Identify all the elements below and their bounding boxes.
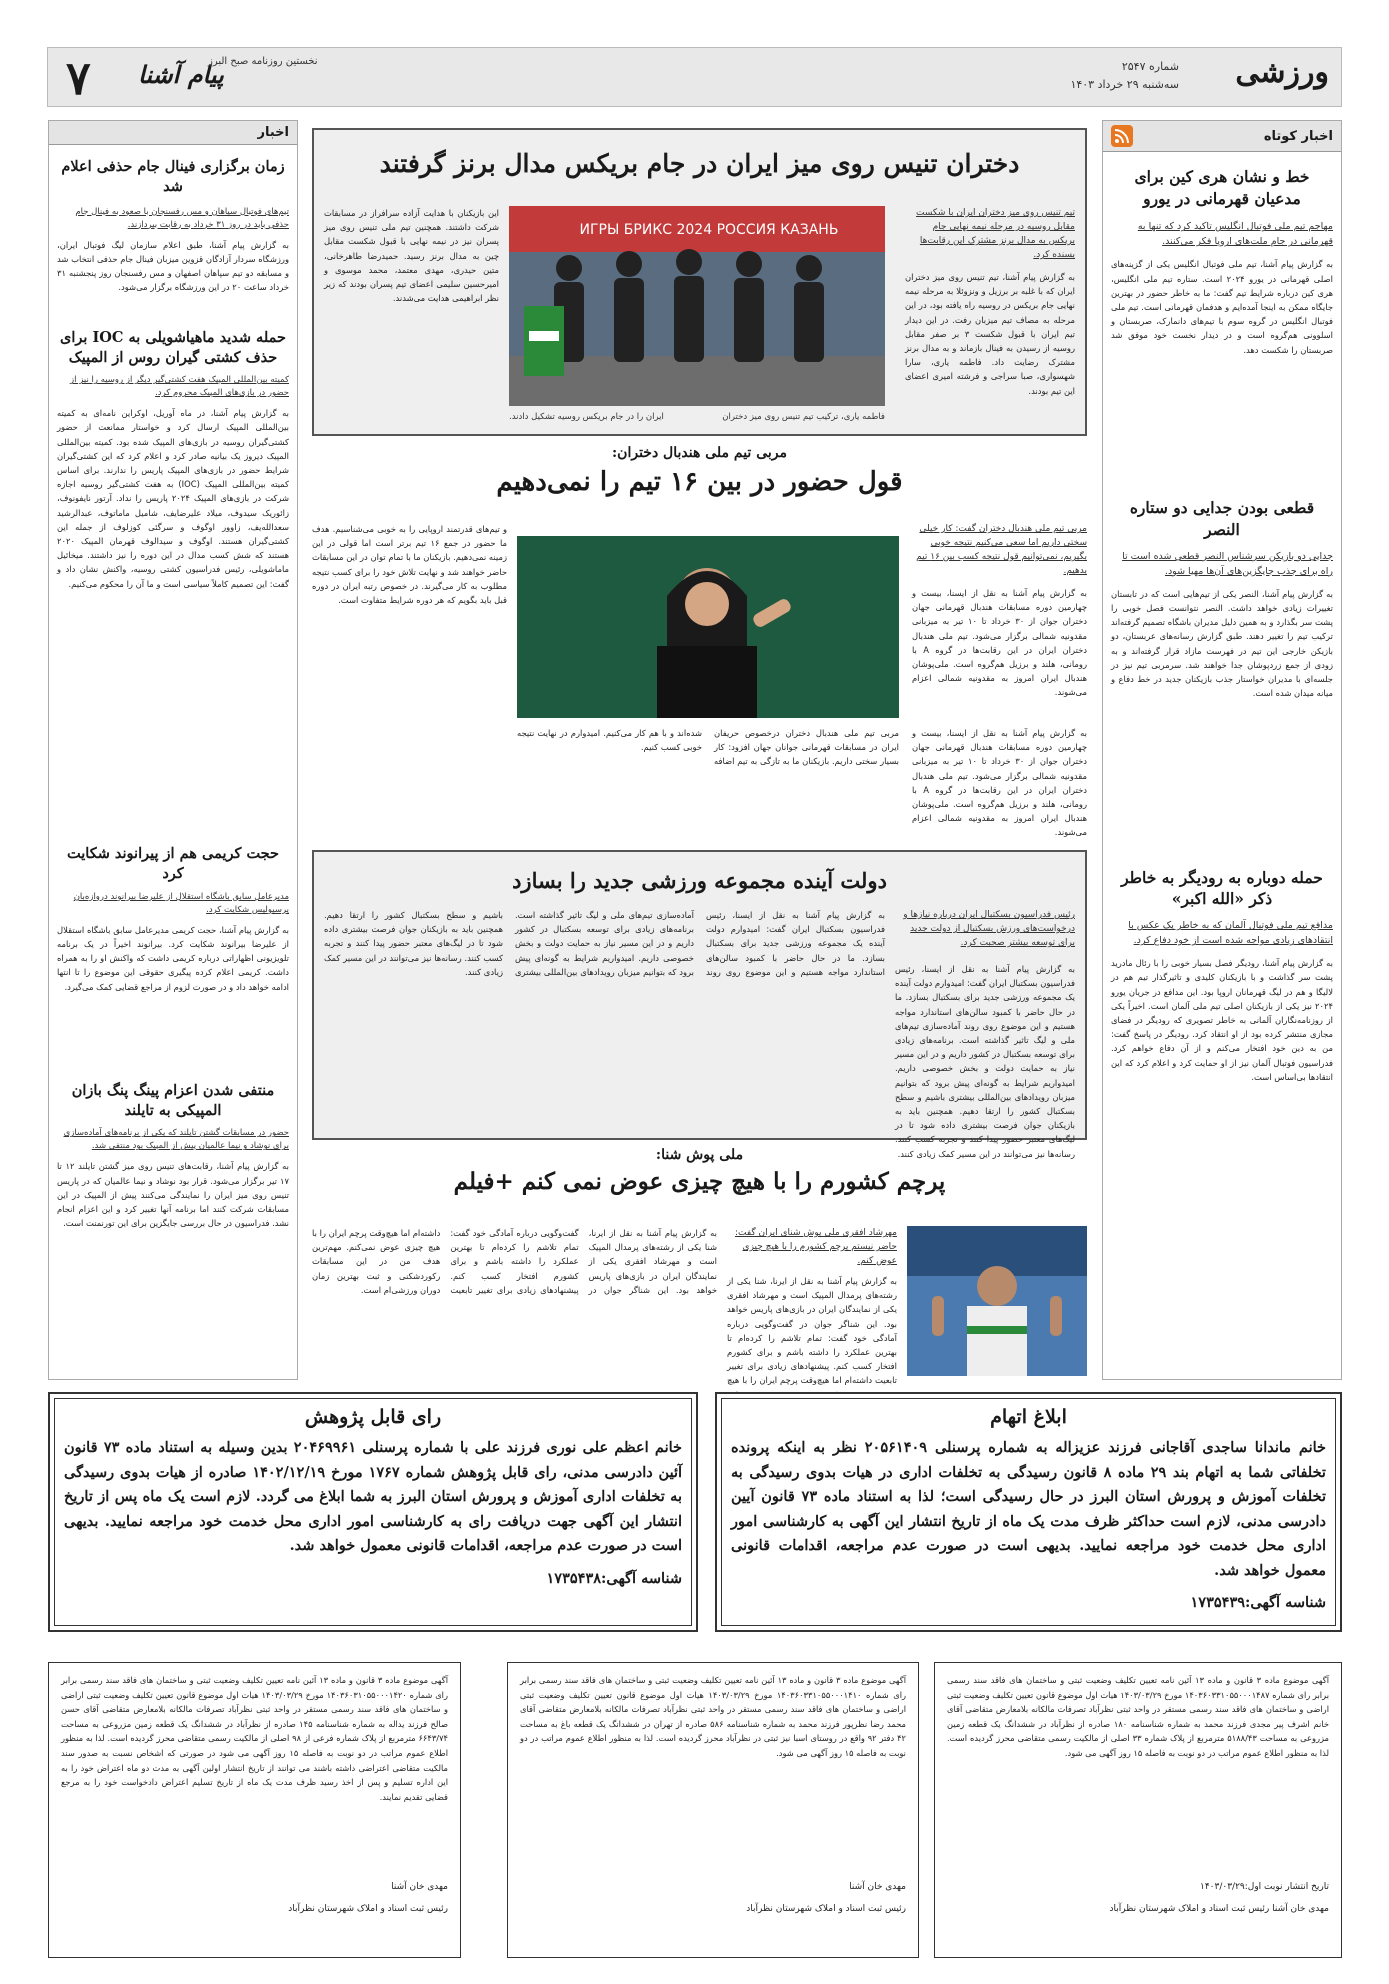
caption-center: ایران را در جام بریکس روسیه تشکیل دادند.: [509, 412, 664, 422]
news-headline: حمله دوباره به رودیگر به خاطر ذکر «الله اکبر»: [1121, 867, 1323, 909]
story-body-cont: به گزارش پیام آشنا به نقل از ایرنا، شنا یکی از رشته‌های پرمدال المپیک است و مهرشاد افقری یکی از نمایندگان ایران در بازی‌های پاریس خواهد بود. این شناگر جوان در گفت‌وگویی درباره آمادگی خود گفت: تمام تلاشم را کرده‌ام تا بهترین عملکرد را داشته باشم و برای کشورم افتخار کسب کنم. پیشنهادهای زیادی برای تغییر تابعیت داشته‌ام اما هیچ‌وقت پرچم ایران را با هیچ چیزی عوض نمی‌کنم. مهم‌ترین هدف من در این مسابقات رکوردشکنی و ثبت بهترین زمان دوران ورزشی‌ام است.: [312, 1228, 717, 1295]
news-body: به گزارش پیام آشنا، در ماه آوریل، اوکراین نامه‌ای به کمیته بین‌المللی المپیک ارسال کرد و خواستار ممانعت از حضور کشتی‌گیران روسیه در بازی‌های المپیک شده بود. کمیته بین‌المللی المپیک دیروز یک بیانیه صادر کرد و اعلام کرد که این کشتی‌گیران شرایط حضور در بازی‌های المپیک پاریس را ندارند. برای اساس کمیته بین‌المللی المپیک (IOC) به هفت کشتی‌گیر روسیه اجازه شرکت در بازی‌های المپیک ۲۰۲۴ پاریس را نداد. آرتور نایفونوف، زائوریک سیدوف، میلاد علیرضایف، شامیل ماماتوف، عبدالرشید سعدالله‌یف، زاوور اوگوف و سرگئی کوزلوف از جمله این کشتی‌گیران هستند. اوگوف و سیدالوف قهرمان المپیک ۲۰۲۰ هستند که شش کسب مدال در این دوره را نیز داشتند. میخائیل ماماشویلی، رئیس فدراسیون کشتی روسیه، واکنش نشان داد و گفت: این تصمیم کاملاً سیاسی است و ما آن را محکوم می‌کنیم.: [57, 408, 289, 589]
notice: [507, 1662, 919, 1958]
coach-photo: [517, 536, 899, 718]
story-body-cont: این بازیکنان با هدایت آزاده سرافراز در مسابقات شرکت داشتند. همچنین تیم ملی تنیس روی میز پسران نیز در نیمه نهایی با قبول شکست مقابل چین به مدال برنز رسید. حمیدرضا طاهرخانی، متین حیدری، مهدی معتمد، محمد موسوی و امیرحسین سلیمی اعضای تیم پسران بودند که زیر نظر ابراهیمی هدایت می‌شدند.: [324, 208, 499, 304]
ad-id: شناسه آگهی:۱۷۳۵۴۳۸: [546, 1569, 682, 1587]
news-headline: خط و نشان هری کین برای مدعیان قهرمانی در یورو: [1134, 167, 1310, 208]
news-lead: مهاجم تیم ملی فوتبال انگلیس تاکید کرد که تنها به قهرمانی در جام ملت‌های اروپا فکر می‌کنند.: [1137, 221, 1333, 248]
news-body: به گزارش پیام آشنا، تیم ملی فوتبال انگلیس یکی از گزینه‌های اصلی قهرمانی در یورو ۲۰۲۴ است. ستاره تیم ملی انگلیس، هری کین درباره شرایط تیم گفت: ما به خاطر حضور در بهترین جایگاه ممکن به اینجا آمده‌ایم و هدفمان قهرمانی است. تیم ملی فوتبال انگلیس در گروه سوم با تیم‌های دانمارک، صربستان و اسلوونی هم‌گروه است و در دیدار نخست خود موفق شد صربستان را شکست دهد.: [1111, 259, 1333, 355]
news-body: به گزارش پیام آشنا، رقابت‌های تنیس روی میز گشتن تایلند ۱۲ تا ۱۷ تیر برگزار می‌شود. قرار بود نوشاد و نیما عالمیان که در پاریس تنیس روی میز ایران را نمایندگی می‌کنند پیش از المپیک در این مسابقات شرکت کنند اما برنامه آنها تغییر کرد و این اعزام انجام نشد. فدراسیون در حال بررسی جایگزین برای این تورنمنت است.: [57, 1161, 290, 1229]
story-headline: قول حضور در بین ۱۶ تیم را نمی‌دهیم: [496, 466, 903, 497]
notice-signature-title: رئیس ثبت اسناد و املاک شهرستان نظرآباد: [288, 1904, 448, 1914]
notice-body: آگهی موضوع ماده ۳ قانون و ماده ۱۳ آئین نامه تعیین تکلیف وضعیت ثبتی و ساختمان های فاقد سند رسمی برابر رای شماره ۱۴۰۳۶۰۳۳۱۰۵۵۰۰۰۱۴۸۷ مورخ ۱۴۰۳/۰۳/۲۹ هیات اول موضوع قانون تعیین تکلیف وضعیت ثبتی اراضی و ساختمان های فاقد سند رسمی مستقر در واحد ثبتی نظرآباد تصرفات مالکانه بلامعارض متقاضی آقای خانم اشرف پیر مجدی فرزند محمد به شماره شناسنامه ۱۸۰ صادره از نظرآباد در ششدانگ یک قطعه زمین مزروعی به مساحت ۵۱۸۸/۴۳ مترمربع از پلاک شماره ۳۳ اصلی از مالکیت رسمی متقاضی محرز گردیده است. لذا به منظور اطلاع عموم مراتب در دو نوبت به فاصله ۱۵ روز آگهی می شود.: [947, 1675, 1330, 1758]
story-body: به گزارش پیام آشنا به نقل از ایسنا، بیست و چهارمین دوره مسابقات هندبال قهرمانی جهان دختران جوان از ۳۰ خرداد تا ۱۰ تیر به میزبانی مقدونیه شمالی برگزار می‌شود. تیم ملی هندبال دختران ایران در این رقابت‌ها در گروه A با رومانی، هلند و برزیل هم‌گروه است. ملی‌پوشان هندبال ایران امروز به مقدونیه شمالی اعزام می‌شوند.: [912, 588, 1088, 698]
story-body: به گزارش پیام آشنا، تیم تنیس روی میز دختران ایران که با غلبه بر برزیل و ونزوئلا به مرحله نیمه نهایی جام بریکس در روسیه راه یافته بود، در این مرحله به مصاف تیم میزبان رفت. در این دیدار تیم ایران با قبول شکست ۳ بر صفر مقابل روسیه از رسیدن به فینال بازماند و به مدال برنز مشترک رضایت داد. فاطمه یاری، سارا شهسواری، صبا سراجی و فرشته امیری اعضای این تیم بودند.: [905, 272, 1075, 396]
story-kicker: مربی تیم ملی هندبال دختران:: [612, 445, 787, 461]
story-swimming: [312, 1146, 1087, 1386]
news-body: به گزارش پیام آشنا، طبق اعلام سازمان لیگ فوتبال ایران، ورزشگاه سردار آزادگان قزوین میزبان فینال جام حذفی انتخاب شد و مسابقه دو تیم سپاهان اصفهان و مس رفسنجان روز پنجشنبه ۳۱ خرداد ساعت ۲۰ در این ورزشگاه برگزار می‌شود.: [57, 239, 289, 293]
news-lead: مدافع تیم ملی فوتبال آلمان که به خاطر یک عکس با انتقادهای زیادی مواجه شده است از خود دفاع کرد.: [1128, 920, 1333, 947]
news-lead: تیم‌های فوتبال سپاهان و مس رفسنجان با صعود به فینال جام حذفی باید در روز ۳۱ خرداد به رقابت بپردازند.: [75, 206, 289, 230]
photo-caption: [509, 412, 885, 422]
notice: [48, 1662, 461, 1958]
notice-signature: مهدی خان آشنا: [849, 1882, 906, 1892]
story-handball: [312, 444, 1087, 844]
notice-signature: مهدی خان آشنا: [391, 1882, 448, 1892]
short-news-header: [1103, 121, 1341, 152]
ad-title: ابلاغ اتهام: [990, 1406, 1067, 1428]
story-lead: رئیس فدراسیون بسکتبال ایران درباره نیازها و درخواست‌های ورزش بسکتبال از دولت جدید برای توسعه بیشتر صحبت کرد.: [903, 910, 1075, 948]
masthead-brand: [58, 50, 318, 106]
news-column: [48, 120, 298, 1380]
swimmer-photo: [907, 1226, 1087, 1376]
caption-right: فاطمه یاری، ترکیب تیم تنیس روی میز دختران: [722, 412, 885, 422]
story-table-tennis: [312, 128, 1087, 436]
news-lead: حضور در مسابقات گشتن تایلند که یکی از برنامه‌های آماده‌سازی برای نوشاد و نیما عالمیان پیش از المپیک بود منتفی شد.: [63, 1128, 289, 1152]
short-news-column: [1102, 120, 1342, 1380]
news-headline: حمله شدید ماهیاشویلی به IOC برای حذف کشتی گیران روس از المپیک: [60, 328, 286, 366]
issue-date: سه‌شنبه ۲۹ خرداد ۱۴۰۳: [1070, 78, 1179, 91]
story-headline: دولت آینده مجموعه ورزشی جدید را بسازد: [512, 868, 887, 893]
notice-body: آگهی موضوع ماده ۳ قانون و ماده ۱۳ آئین نامه تعیین تکلیف وضعیت ثبتی و ساختمان های فاقد سند رسمی برابر رای شماره ۱۴۰۳۶۰۳۱۰۵۵۰۰۰۱۴۲۰ مورخ ۱۴۰۳/۰۳/۲۹ هیات اول موضوع قانون تعیین تکلیف وضعیت ثبتی اراضی و ساختمان های فاقد سند رسمی مستقر در واحد ثبتی نظرآباد تصرفات مالکانه بلامعارض متقاضی آقای حسن صالح فرزند یداله به شماره شناسنامه ۱۴۵ صادره از نظرآباد در ششدانگ یک قطعه زمین مزروعی به مساحت ۶۶۴۳/۷۴ مترمربع از پلاک شماره فرعی از ۹۸ اصلی از مالکیت رسمی متقاضی محرز گردیده است. لذا به منظور اطلاع عموم مراتب در دو نوبت به فاصله ۱۵ روز آگهی می شود در صورتی که اشخاص نسبت به صدور سند مالکیت متقاضی اعتراضی داشته باشند می توانند از تاریخ انتشار اولین آگهی به مدت دو ماه اعتراض خود را به این اداره تسلیم و پس از اخذ رسید ظرف مدت یک ماه از تاریخ تسلیم اعتراض دادخواست خود را به مرجع قضایی تقدیم نمایند.: [61, 1675, 449, 1802]
photo-banner: ИГРЫ БРИКС 2024 РОССИЯ КАЗАНЬ: [579, 222, 839, 238]
news-headline: منتفی شدن اعزام پینگ پنگ بازان المپیکی به تایلند: [71, 1081, 275, 1120]
story-lead: تیم تنیس روی میز دختران ایران با شکست مقابل روسیه در مرحله نیمه نهایی جام بریکس به مدال برنز مشترک این رقابت‌ها بسنده کرد.: [916, 208, 1075, 260]
page-number: ۷: [66, 51, 91, 105]
story-body: به گزارش پیام آشنا به نقل از ایرنا، شنا یکی از رشته‌های پرمدال المپیک است و مهرشاد افقری یکی از نمایندگان ایران در بازی‌های پاریس خواهد بود. این شناگر جوان در گفت‌وگویی درباره آمادگی خود گفت: تمام تلاشم را کرده‌ام تا بهترین عملکرد را داشته باشم و برای کشورم افتخار کسب کنم. پیشنهادهای زیادی برای تغییر تابعیت داشته‌ام اما هیچ‌وقت پرچم ایران را با هیچ: [727, 1276, 897, 1386]
brand-logo: پیام آشنا: [138, 60, 224, 89]
ad-body: خانم اعظم علی نوری فرزند علی با شماره پرسنلی ۲۰۴۶۹۹۶۱ بدین وسیله به استناد ماده ۷۳ قانون آئین دادرسی مدنی، رای قابل پژوهش شماره ۱۷۶۷ مورخ ۱۴۰۲/۱۲/۱۹ صادره از هیات بدوی رسیدگی به تخلفات اداری آموزش و پرورش استان البرز به شما ابلاغ می گردد. لازم است یک ماه پس از تاریخ انتشار این آگهی جهت دریافت رای به کارشناسی امور اداری محل خدمت خود مراجعه نمایید. بدیهی است در صورت عدم مراجعه، اقدامات قانونی معمول خواهد شد.: [64, 1439, 683, 1554]
brand-tagline: نخستین روزنامه صبح البرز: [208, 56, 318, 67]
team-photo: [509, 206, 885, 406]
story-lead: مربی تیم ملی هندبال دختران گفت: کار خیلی سختی داریم اما سعی می‌کنیم نتیجه خوبی بگیریم، نمی‌توانیم قول نتیجه کسب بین ۱۶ تیم بدهیم.: [916, 524, 1087, 576]
story-body-cont: و تیم‌های قدرتمند اروپایی را به خوبی می‌شناسیم. هدف ما حضور در جمع ۱۶ تیم برتر است اما قولی در این زمینه نمی‌دهیم. بازیکنان ما با تمام توان در این مسابقات حاضر خواهند شد و نهایت تلاش خود را برای کسب نتیجه مطلوب به کار می‌گیرند. در خصوص رتبه ایران در دوره قبل باید بگویم که هر دوره شرایط متفاوت است.: [312, 524, 508, 606]
ad-id: شناسه آگهی:۱۷۳۵۴۳۹: [1190, 1594, 1326, 1611]
notice-signature-title: رئیس ثبت اسناد و املاک شهرستان نظرآباد: [746, 1904, 906, 1914]
story-body-cont: به گزارش پیام آشنا به نقل از ایسنا، بیست و چهارمین دوره مسابقات هندبال قهرمانی جهان دختران جوان از ۳۰ خرداد تا ۱۰ تیر به میزبانی مقدونیه شمالی برگزار می‌شود. تیم ملی هندبال دختران ایران در این رقابت‌ها در گروه A با رومانی، هلند و برزیل هم‌گروه است. ملی‌پوشان هندبال ایران امروز به مقدونیه شمالی اعزام می‌شوند.: [912, 728, 1088, 838]
story-headline: پرچم کشورم را با هیچ چیزی عوض نمی کنم +فیلم: [453, 1167, 946, 1195]
notice-signature: تاریخ انتشار نوبت اول:۱۴۰۳/۰۳/۲۹: [1200, 1882, 1329, 1892]
ad-indictment: [715, 1392, 1342, 1632]
ad-verdict: [48, 1392, 698, 1632]
notice: [934, 1662, 1342, 1958]
story-kicker: ملی پوش شنا:: [655, 1147, 744, 1163]
story-body: به گزارش پیام آشنا به نقل از ایسنا، رئیس فدراسیون بسکتبال ایران گفت: امیدوارم دولت آینده یک مجموعه ورزشی جدید برای بسکتبال بسازد. ما در حال حاضر با کمبود سالن‌های استاندارد مواجه هستیم و این موضوع روی روند آماده‌سازی تیم‌های ملی و لیگ تاثیر گذاشته است. برنامه‌های زیادی برای توسعه بسکتبال در کشور داریم و در این مسیر نیاز به حمایت دولت و بخش خصوصی داریم. امیدواریم شرایط به گونه‌ای پیش برود که بتوانیم میزبان رویدادهای بین‌المللی بیشتری باشیم و سطح بسکتبال کشور را ارتقا دهیم. همچنین باید به بازیکنان جوان فرصت بیشتری داده شود تا در لیگ‌های معتبر حضور پیدا کنند و تجربه کسب کنند. رسانه‌ها نیز می‌توانند در این مسیر کمک زیادی کنند.: [324, 910, 885, 977]
short-news-title: اخبار کوتاه: [1263, 128, 1333, 144]
story-body-cont: مربی تیم ملی هندبال دختران درخصوص حریفان ایران در مسابقات قهرمانی جوانان جهان افزود: کار بسیار سختی داریم. بازیکنان ما به تازگی به تیم اضافه شده‌اند و با هم کار می‌کنیم. امیدوارم در نهایت نتیجه خوبی کسب کنیم.: [517, 728, 899, 767]
news-body: به گزارش پیام آشنا، رودیگر فصل بسیار خوبی را با رئال مادرید پشت سر گذاشت و با بازیکنان کلیدی و تاثیرگذار تیم هم در لالیگا و هم در لیگ قهرمانان اروپا بود. این مدافع در جریان یورو ۲۰۲۴ نیز یکی از بازیکنان اصلی تیم ملی آلمان است. اخیراً یکی از روزنامه‌نگاران آلمانی به خاطر تصویری که رودیگر در فضای مجازی منتشر کرده بود از او انتقاد کرد. رودیگر در پاسخ گفت: من به دین خود افتخار می‌کنم و از آن دفاع خواهم کرد. فدراسیون فوتبال آلمان نیز از او حمایت کرد و اعلام کرد که این انتقادها بی‌اساس است.: [1111, 958, 1333, 1082]
ad-body: خانم ماندانا ساجدی آقاجانی فرزند عزیزاله به شماره پرسنلی ۲۰۵۶۱۴۰۹ نظر به اینکه پرونده تخلفاتی شما به اتهام بند ۲۹ ماده ۸ قانون رسیدگی به تخلفات اداری در هیات بدوی رسیدگی به تخلفات آموزش و پرورش استان البرز در حال رسیدگی است؛ لذا به استناد ماده ۷۳ قانون آیین دادرسی مدنی، لازم است حداکثر ظرف مدت یک ماه از تاریخ انتشار این آگهی به کارشناسی امور اداری محل خدمت خود مراجعه نمایید. بدیهی است در صورت عدم مراجعه، اقدامات قانونی معمول خواهد شد.: [731, 1439, 1327, 1579]
news-body: به گزارش پیام آشنا، حجت کریمی مدیرعامل سابق باشگاه استقلال از علیرضا بیرانوند شکایت کرد. بیرانوند اخیراً در یک برنامه تلویزیونی اظهاراتی درباره کریمی داشت که واکنش او را به همراه داشت. کریمی اعلام کرده پیگیری حقوقی این موضوع را تا انتها ادامه خواهد داد و در صورت لزوم از مراجع قضایی کمک می‌گیرد.: [57, 924, 289, 992]
story-lead: مهرشاد افقری ملی پوش شنای ایران گفت: حاضر نیستم پرچم کشورم را با هیچ چیزی عوض کنم.: [734, 1228, 897, 1266]
news-headline: زمان برگزاری فینال جام حذفی اعلام شد: [61, 158, 285, 196]
section-title: ورزشی: [1235, 55, 1329, 90]
issue-info: [1070, 58, 1179, 94]
story-headline: دختران تنیس روی میز ایران در جام بریکس مدال برنز گرفتند: [379, 149, 1020, 178]
rss-icon: [1111, 125, 1133, 147]
news-headline: قطعی بودن جدایی دو ستاره النصر: [1129, 498, 1315, 540]
news-headline: حجت کریمی هم از پیرانوند شکایت کرد: [67, 845, 279, 883]
story-body-cont: به گزارش پیام آشنا به نقل از ایسنا، رئیس فدراسیون بسکتبال ایران گفت: امیدوارم دولت آینده یک مجموعه ورزشی جدید برای بسکتبال بسازد. ما در حال حاضر با کمبود سالن‌های استاندارد مواجه هستیم و این موضوع روی روند آماده‌سازی تیم‌های ملی و لیگ تاثیر گذاشته است. برنامه‌های زیادی برای توسعه بسکتبال در کشور داریم و در این مسیر نیاز به حمایت دولت و بخش خصوصی داریم. امیدواریم شرایط به گونه‌ای پیش برود که بتوانیم میزبان رویدادهای بین‌المللی بیشتری باشیم و سطح بسکتبال کشور را ارتقا دهیم. همچنین باید به بازیکنان جوان فرصت بیشتری داده شود تا در لیگ‌های معتبر حضور پیدا کنند و تجربه کسب کنند. رسانه‌ها نیز می‌توانند در این مسیر کمک زیادی کنند.: [895, 964, 1075, 1159]
news-column-header: اخبار: [49, 121, 297, 145]
news-lead: جدایی دو بازیکن سرشناس النصر قطعی شده است تا راه برای جذب جایگزین‌های آن‌ها مهیا شود.: [1122, 550, 1333, 577]
news-body: به گزارش پیام آشنا، النصر یکی از تیم‌هایی است که در تابستان تغییرات زیادی خواهد داشت. النصر نتوانست فصل خوبی را پشت سر بگذارد و به همین دلیل مدیران باشگاه تصمیم گرفته‌اند ترکیب تیم را تغییر دهند. طبق گزارش رسانه‌های عربستان، دو بازیکن خارجی این تیم در فهرست مازاد قرار گرفته‌اند و به زودی از جمع زردپوشان جدا خواهند شد. سرمربی تیم نیز در جلسه‌ای با مدیران خواستار جذب بازیکنان جدید در خط دفاع و میانه میدان شده است.: [1111, 588, 1333, 699]
issue-number: شماره ۲۵۴۷: [1121, 60, 1179, 73]
news-lead: مدیرعامل سابق باشگاه استقلال از علیرضا بیرانوند دروازه‌بان پرسپولیس شکایت کرد.: [73, 891, 289, 915]
ad-title: رای قابل پژوهش: [304, 1406, 442, 1428]
notice-body: آگهی موضوع ماده ۳ قانون و ماده ۱۳ آئین نامه تعیین تکلیف وضعیت ثبتی و ساختمان های فاقد سند رسمی برابر رای شماره ۱۴۰۳۶۰۳۳۱۰۵۵۰۰۰۱۴۱۰ مورخ ۱۴۰۳/۰۳/۲۹ هیات اول موضوع قانون تعیین تکلیف وضعیت ثبتی اراضی و ساختمان های فاقد سند رسمی مستقر در واحد ثبتی نظرآباد تصرفات مالکانه بلامعارض متقاضی آقای محمد رضا نظرپور فرزند محمد به شماره شناسنامه ۵۸۶ صادره از تهران در ششدانگ یک قطعه باغ به مساحت ۴۲ دفتر ۹۲ واقع در روستای اسبا نیز ثبتی در نظرآباد محرز گردیده است. لذا به منظور اطلاع عموم مراتب در دو نوبت به فاصله ۱۵ روز آگهی می شود.: [520, 1675, 906, 1758]
news-lead: کمیته بین‌المللی المپیک هفت کشتی‌گیر دیگر از روسیه را نیز از حضور در بازی‌های المپیک محروم کرد.: [70, 375, 289, 399]
notice-signature-title: مهدی خان آشنا رئیس ثبت اسناد و املاک شهرستان نظرآباد: [1109, 1904, 1329, 1914]
